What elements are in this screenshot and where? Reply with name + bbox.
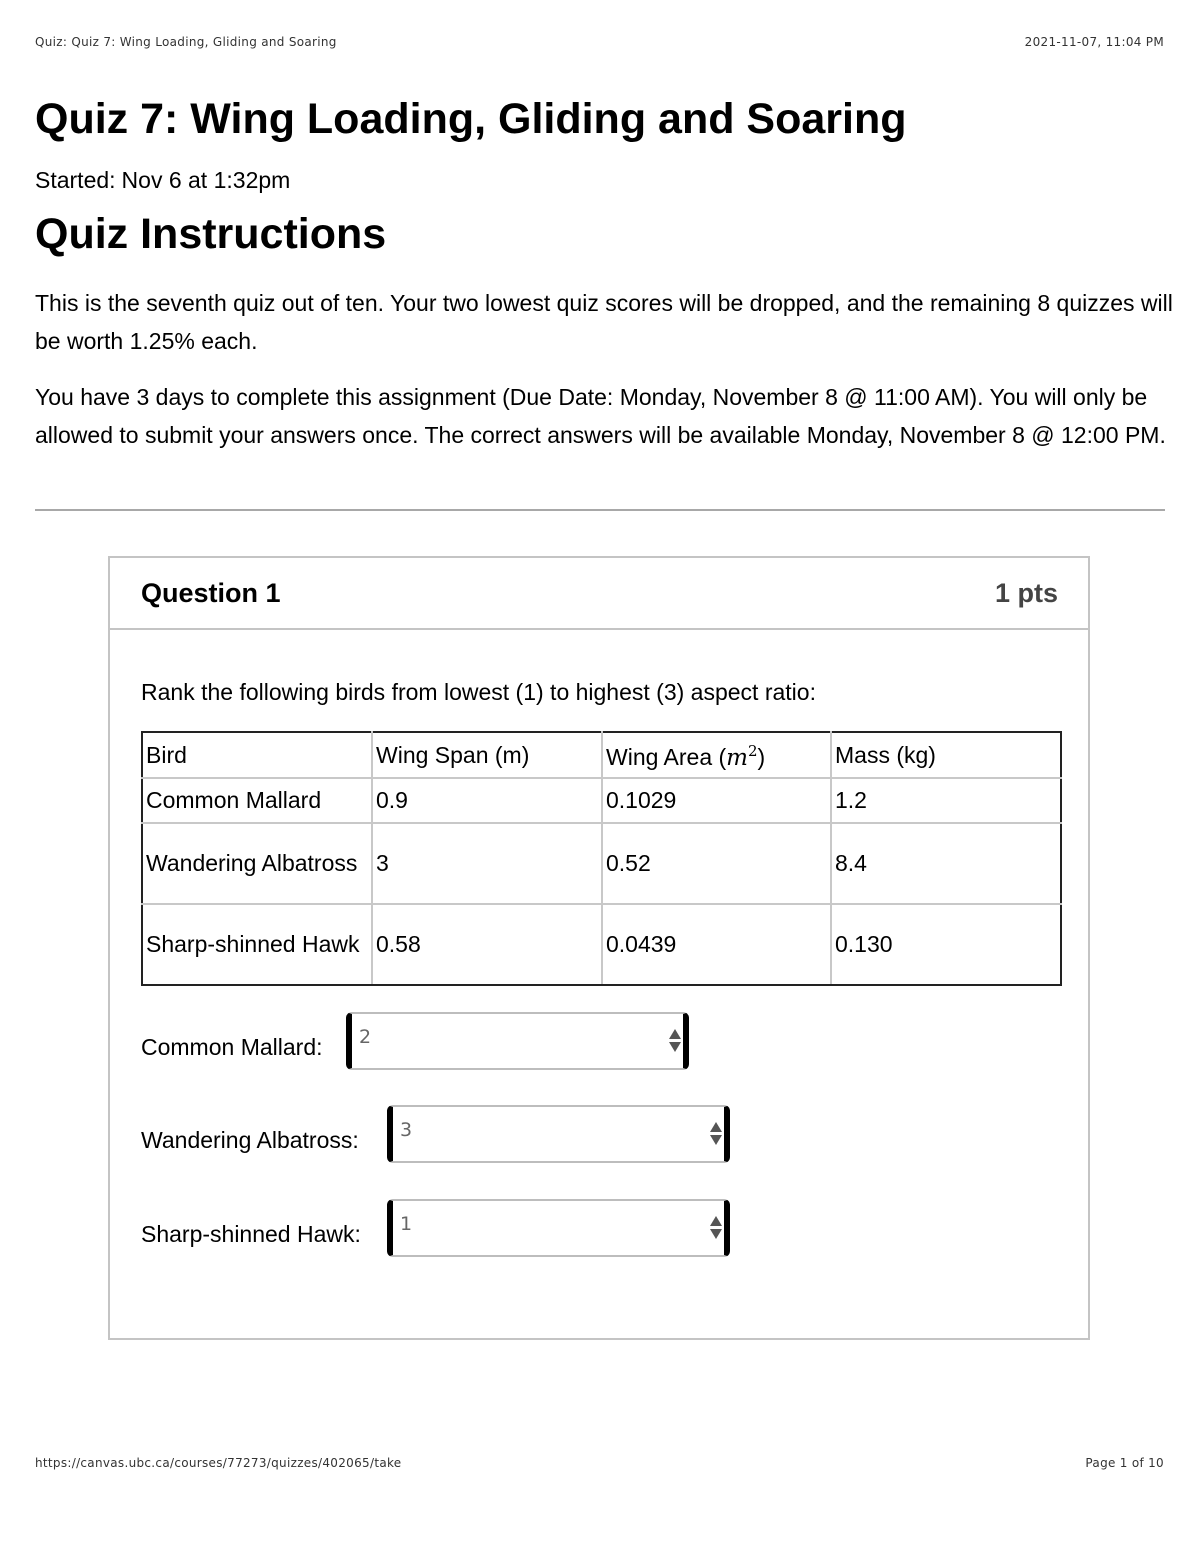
wing-area-header-suffix: ) bbox=[757, 744, 766, 770]
select-arrows-icon bbox=[669, 1029, 681, 1053]
section-divider bbox=[35, 509, 1165, 511]
started-label: Started: bbox=[35, 167, 116, 193]
question-header bbox=[110, 558, 1088, 630]
print-footer-url: https://canvas.ubc.ca/courses/77273/quizzes/402065/take bbox=[35, 1456, 402, 1470]
rank-select-sharp-shinned-hawk[interactable] bbox=[387, 1199, 730, 1257]
started-value: Nov 6 at 1:32pm bbox=[121, 167, 291, 193]
bird-data-table bbox=[141, 731, 1062, 986]
table-header-cell: Bird bbox=[142, 732, 372, 778]
select-value: 1 bbox=[400, 1213, 413, 1235]
table-cell-wing-span: 0.9 bbox=[372, 778, 602, 823]
question-name: Question 1 bbox=[141, 578, 281, 608]
wing-area-header-prefix: Wing Area ( bbox=[606, 744, 727, 770]
math-variable: m bbox=[726, 745, 748, 771]
table-cell-bird: Wandering Albatross bbox=[142, 823, 372, 904]
started-line bbox=[35, 166, 290, 194]
answer-label: Sharp-shinned Hawk: bbox=[141, 1221, 361, 1247]
arrow-up-icon bbox=[710, 1122, 722, 1132]
table-cell-wing-area: 0.0439 bbox=[602, 904, 831, 985]
answer-label: Wandering Albatross: bbox=[141, 1127, 359, 1153]
select-value: 3 bbox=[400, 1119, 413, 1141]
answer-label: Common Mallard: bbox=[141, 1034, 323, 1060]
table-row bbox=[142, 904, 1061, 985]
instructions-paragraph: This is the seventh quiz out of ten. Your two lowest quiz scores will be dropped, and the remaining 8 quizzes will be worth 1.25% each. bbox=[35, 290, 1173, 354]
arrow-up-icon bbox=[669, 1029, 681, 1039]
instructions-paragraph: You have 3 days to complete this assignment (Due Date: Monday, November 8 @ 11:00 AM). You will only be allowed to submit your answers once. The correct answers will be available Monday, November 8 @ 12:00 PM. bbox=[35, 384, 1166, 448]
arrow-down-icon bbox=[669, 1042, 681, 1052]
table-row bbox=[142, 823, 1061, 904]
table-cell-mass: 1.2 bbox=[831, 778, 1061, 823]
table-cell-mass: 8.4 bbox=[831, 823, 1061, 904]
table-cell-wing-span: 0.58 bbox=[372, 904, 602, 985]
table-cell-bird: Common Mallard bbox=[142, 778, 372, 823]
question-card bbox=[108, 556, 1090, 1340]
table-cell-wing-span: 3 bbox=[372, 823, 602, 904]
print-header-timestamp: 2021-11-07, 11:04 PM bbox=[1024, 35, 1164, 49]
table-header-cell bbox=[602, 732, 831, 778]
arrow-down-icon bbox=[710, 1135, 722, 1145]
arrow-up-icon bbox=[710, 1216, 722, 1226]
print-footer-page-number: Page 1 of 10 bbox=[1085, 1456, 1164, 1470]
question-prompt: Rank the following birds from lowest (1) to highest (3) aspect ratio: bbox=[141, 679, 816, 705]
table-cell-wing-area: 0.52 bbox=[602, 823, 831, 904]
table-header-cell: Wing Span (m) bbox=[372, 732, 602, 778]
question-points: 1 pts bbox=[994, 578, 1058, 608]
table-cell-bird: Sharp-shinned Hawk bbox=[142, 904, 372, 985]
arrow-down-icon bbox=[710, 1229, 722, 1239]
print-header-title: Quiz: Quiz 7: Wing Loading, Gliding and Soaring bbox=[35, 35, 337, 49]
quiz-title: Quiz 7: Wing Loading, Gliding and Soaring bbox=[35, 95, 907, 143]
select-arrows-icon bbox=[710, 1122, 722, 1146]
math-exponent: 2 bbox=[747, 742, 758, 760]
select-arrows-icon bbox=[710, 1216, 722, 1240]
select-value: 2 bbox=[359, 1026, 372, 1048]
table-cell-mass: 0.130 bbox=[831, 904, 1061, 985]
table-row bbox=[142, 778, 1061, 823]
table-header-cell: Mass (kg) bbox=[831, 732, 1061, 778]
instructions-heading: Quiz Instructions bbox=[35, 210, 387, 258]
table-cell-wing-area: 0.1029 bbox=[602, 778, 831, 823]
rank-select-common-mallard[interactable] bbox=[346, 1012, 689, 1070]
table-header-row bbox=[142, 732, 1061, 778]
rank-select-wandering-albatross[interactable] bbox=[387, 1105, 730, 1163]
